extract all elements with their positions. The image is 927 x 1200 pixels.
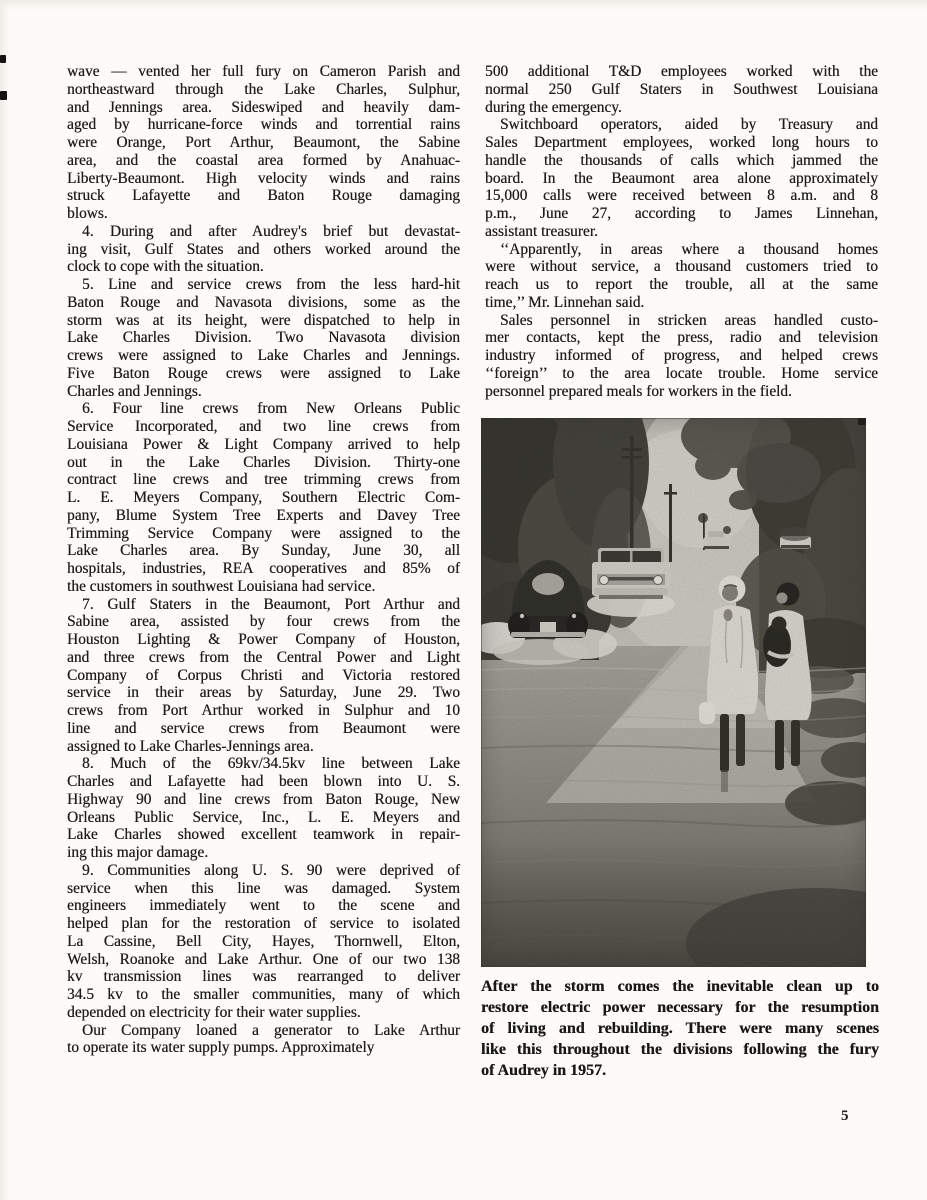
text-line: p.m., June 27, according to James Linnehan, — [485, 205, 878, 222]
caption-line: restore electric power necessary for the resumption — [481, 999, 879, 1016]
text-line: Sales personnel in stricken areas handled custo- — [500, 311, 878, 329]
text-line: 9. Communities along U. S. 90 were deprived of — [82, 861, 460, 879]
paragraph — [67, 1022, 460, 1058]
text-line: during the emergency. — [485, 98, 622, 116]
text-line: 5. Line and service crews from the less hard-hit — [82, 276, 460, 293]
text-line: struck Lafayette and Baton Rouge damaging — [67, 187, 460, 205]
text-line: normal 250 Gulf Staters in Southwest Louisiana — [485, 80, 878, 98]
text-line: engineers immediately went to the scene and — [67, 897, 460, 915]
text-line: 4. During and after Audrey's brief but devastat- — [82, 222, 460, 240]
text-line: ‘‘foreign’’ to the area locate trouble. Home service — [485, 364, 878, 382]
caption-line: like this throughout the divisions following the fury — [481, 1041, 879, 1058]
photo-caption — [481, 976, 879, 1081]
text-line: Sales Department employees, worked long hours to — [485, 134, 878, 151]
text-line: time,’’ Mr. Linnehan said. — [485, 293, 645, 311]
text-line: 8. Much of the 69kv/34.5kv line between Lake — [82, 755, 460, 773]
caption-line: After the storm comes the inevitable clean up to — [481, 978, 879, 995]
text-line: Company of Corpus Christi and Victoria restored — [67, 666, 460, 684]
text-line: mer contacts, kept the press, radio and television — [485, 329, 878, 347]
paragraph — [67, 400, 460, 595]
text-line: blows. — [67, 205, 108, 222]
text-line: 6. Four line crews from New Orleans Public — [82, 400, 460, 418]
binding-mark — [0, 55, 6, 63]
text-line: Orleans Public Service, Inc., L. E. Meyers and — [67, 808, 460, 826]
text-line: Liberty-Beaumont. High velocity winds and rains — [67, 169, 460, 187]
text-line: ing visit, Gulf States and others worked around the — [67, 240, 460, 258]
page-number: 5 — [841, 1108, 849, 1124]
paragraph — [485, 241, 878, 312]
text-line: the customers in southwest Louisiana had service. — [67, 577, 376, 595]
photo-corner-mark — [858, 418, 866, 425]
text-line: assigned to Lake Charles-Jennings area. — [67, 737, 314, 755]
paragraph — [67, 63, 460, 223]
text-line: aged by hurricane-force winds and torrential rains — [67, 116, 460, 134]
text-line: service when this line was damaged. System — [67, 879, 460, 897]
text-line: L. E. Meyers Company, Southern Electric Com- — [67, 489, 460, 506]
text-line: to operate its water supply pumps. Approximately — [67, 1039, 375, 1057]
text-line: board. In the Beaumont area alone approximately — [485, 169, 878, 187]
text-line: crews were assigned to Lake Charles and Jennings. — [67, 347, 460, 364]
flood-photo — [481, 418, 866, 967]
paragraph — [485, 63, 878, 116]
text-line: kv transmission lines was rearranged to deliver — [67, 968, 460, 986]
paragraph — [485, 312, 878, 401]
text-line: and Jennings area. Sideswiped and heavily dam- — [67, 98, 460, 116]
text-line: La Cassine, Bell City, Hayes, Thornwell, Elton, — [67, 932, 460, 950]
text-line: Highway 90 and line crews from Baton Rouge, New — [67, 790, 460, 808]
flood-photo-art — [481, 418, 866, 967]
text-line: ‘‘Apparently, in areas where a thousand homes — [500, 240, 878, 258]
text-line: Service Incorporated, and two line crews from — [67, 418, 460, 435]
text-line: assistant treasurer. — [485, 222, 598, 240]
text-line: area, and the coastal area formed by Anahuac- — [67, 151, 460, 169]
text-line: Charles and Lafayette had been blown into U. S. — [67, 773, 460, 790]
text-line: 34.5 kv to the smaller communities, many of which — [67, 986, 460, 1003]
right-text-column — [485, 63, 878, 400]
text-line: line and service crews from Beaumont were — [67, 719, 460, 737]
scan-edge-top — [0, 0, 927, 10]
paragraph — [67, 862, 460, 1022]
text-line: contract line crews and tree trimming crews from — [67, 471, 460, 489]
text-line: ing this major damage. — [67, 844, 209, 861]
text-line: storm was at its height, were dispatched to help in — [67, 311, 460, 329]
caption-line: of Audrey in 1957. — [481, 1062, 607, 1079]
text-line: Welsh, Roanoke and Lake Arthur. One of our two 138 — [67, 950, 460, 968]
text-line: Trimming Service Company were assigned to the — [67, 524, 460, 542]
text-line: wave — vented her full fury on Cameron Parish and — [67, 63, 460, 80]
text-line: out in the Lake Charles Division. Thirty-one — [67, 453, 460, 471]
text-line: pany, Blume System Tree Experts and Davey Tree — [67, 506, 460, 524]
text-line: Switchboard operators, aided by Treasury and — [500, 116, 878, 134]
text-line: Five Baton Rouge crews were assigned to Lake — [67, 364, 460, 382]
text-line: Our Company loaned a generator to Lake Arthur — [82, 1021, 460, 1039]
text-line: were Orange, Port Arthur, Beaumont, the Sabine — [67, 134, 460, 151]
left-text-column — [67, 63, 460, 1057]
paragraph — [67, 755, 460, 862]
text-line: Lake Charles showed excellent teamwork in repair- — [67, 826, 460, 844]
text-line: were without service, a thousand customers tried to — [485, 258, 878, 276]
text-line: 500 additional T&D employees worked with the — [485, 63, 878, 80]
text-line: reach us to report the trouble, all at the same — [485, 276, 878, 293]
text-line: industry informed of progress, and helped crews — [485, 347, 878, 364]
text-line: northeastward through the Lake Charles, Sulphur, — [67, 80, 460, 98]
text-line: handle the thousands of calls which jammed the — [485, 151, 878, 169]
film-grain — [481, 418, 866, 967]
text-line: Houston Lighting & Power Company of Houston, — [67, 631, 460, 648]
text-line: Baton Rouge and Navasota divisions, some as the — [67, 293, 460, 311]
text-line: helped plan for the restoration of service to isolated — [67, 915, 460, 932]
text-line: clock to cope with the situation. — [67, 258, 264, 276]
text-line: Lake Charles Division. Two Navasota division — [67, 329, 460, 347]
text-line: Louisiana Power & Light Company arrived to help — [67, 435, 460, 453]
text-line: Lake Charles area. By Sunday, June 30, all — [67, 542, 460, 560]
text-line: hospitals, industries, REA cooperatives and 85% of — [67, 560, 460, 577]
caption-line: of living and rebuilding. There were many scenes — [481, 1020, 879, 1037]
text-line: Charles and Jennings. — [67, 382, 202, 400]
text-line: 7. Gulf Staters in the Beaumont, Port Arthur and — [82, 595, 460, 613]
text-line: personnel prepared meals for workers in the field. — [485, 382, 792, 400]
text-line: and three crews from the Central Power and Light — [67, 648, 460, 666]
paragraph — [67, 596, 460, 756]
binding-mark — [0, 91, 7, 100]
text-line: Sabine area, assisted by four crews from the — [67, 613, 460, 631]
paragraph — [485, 116, 878, 240]
text-line: crews from Port Arthur worked in Sulphur and 10 — [67, 702, 460, 719]
text-line: depended on electricity for their water supplies. — [67, 1003, 361, 1021]
paragraph — [67, 223, 460, 276]
scan-edge-left — [0, 0, 9, 1200]
text-line: 15,000 calls were received between 8 a.m. and 8 — [485, 187, 878, 205]
paragraph — [67, 276, 460, 400]
text-line: service in their areas by Saturday, June 29. Two — [67, 684, 460, 702]
